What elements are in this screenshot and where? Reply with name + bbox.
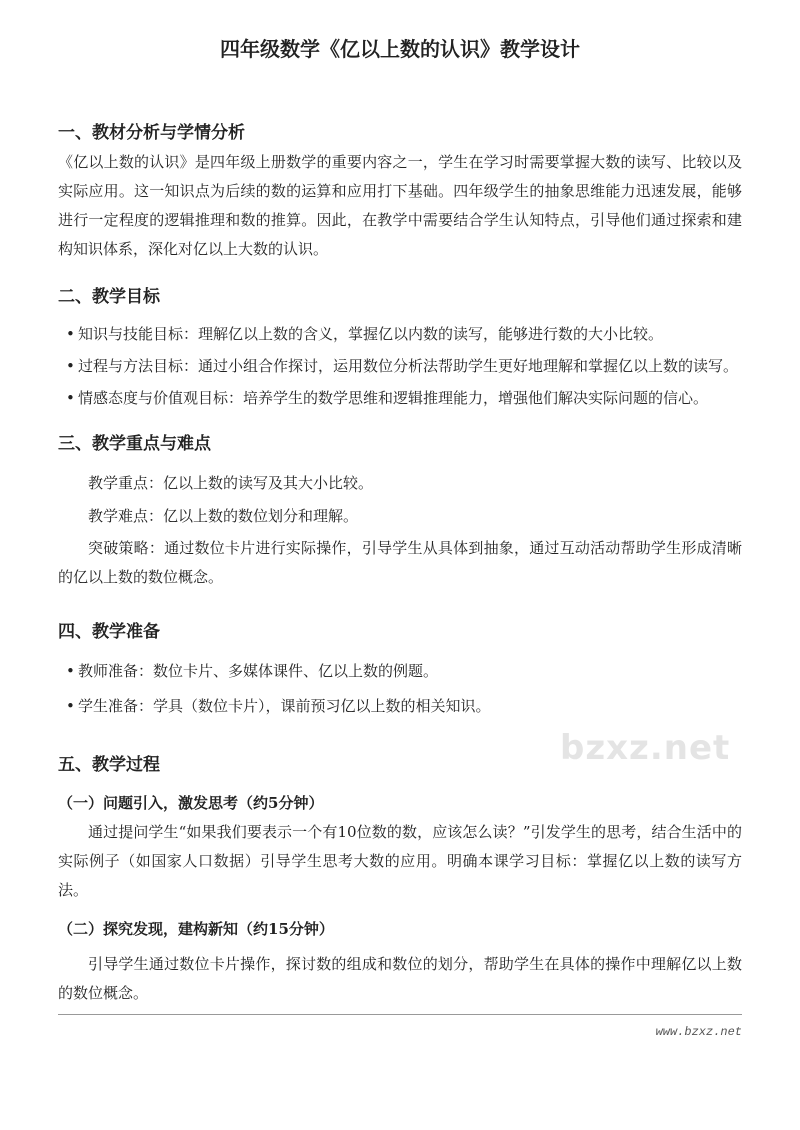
subsection-heading-2: （二）探究发现，建构新知（约15分钟）: [58, 920, 334, 938]
subsection-heading-1: （一）问题引入，激发思考（约5分钟）: [58, 794, 324, 812]
difficulty-point: 教学难点：亿以上数的数位划分和理解。: [88, 507, 359, 525]
section-1-paragraph: 《亿以上数的认识》是四年级上册数学的重要内容之一，学生在学习时需要掌握大数的读写、比较以及实际应用。这一知识点为后续的数的运算和应用打下基础。四年级学生的抽象思维能力迅速发展，能够进行一定程度的逻辑推理和数的推算。因此，在教学中需要结合学生认知特点，引导他们通过探索和建构知识体系，深化对亿以上大数的认识。: [58, 153, 742, 258]
preparation-list: [58, 657, 742, 721]
list-item: • 情感态度与价值观目标：培养学生的数学思维和逻辑推理能力，增强他们解决实际问题的信心。: [58, 384, 742, 413]
page-title: 四年级数学《亿以上数的认识》教学设计: [220, 37, 580, 61]
footer-divider: [58, 1014, 742, 1015]
section-heading-4: 四、教学准备: [58, 622, 160, 642]
section-heading-1: 一、教材分析与学情分析: [58, 123, 245, 143]
list-item: • 知识与技能目标：理解亿以上数的含义，掌握亿以内数的读写，能够进行数的大小比较。: [58, 320, 742, 349]
key-point: 教学重点：亿以上数的读写及其大小比较。: [88, 474, 374, 492]
list-item: • 过程与方法目标：通过小组合作探讨，运用数位分析法帮助学生更好地理解和掌握亿以上数的读写。: [58, 352, 742, 381]
section-heading-2: 二、教学目标: [58, 287, 160, 307]
objectives-list: [58, 320, 742, 413]
footer-url: www.bzxz.net: [655, 1025, 742, 1039]
subsection-1-paragraph: 通过提问学生“如果我们要表示一个有10位数的数，应该怎么读？”引发学生的思考，结合生活中的实际例子（如国家人口数据）引导学生思考大数的应用。明确本课学习目标：掌握亿以上数的读写方法。: [58, 823, 742, 899]
strategy-paragraph: 突破策略：通过数位卡片进行实际操作，引导学生从具体到抽象，通过互动活动帮助学生形成清晰的亿以上数的数位概念。: [58, 539, 742, 586]
watermark: bzxz.net: [560, 728, 731, 768]
section-heading-5: 五、教学过程: [58, 755, 160, 775]
list-item: • 学生准备：学具（数位卡片），课前预习亿以上数的相关知识。: [58, 692, 742, 721]
section-heading-3: 三、教学重点与难点: [58, 434, 211, 454]
list-item: • 教师准备：数位卡片、多媒体课件、亿以上数的例题。: [58, 657, 742, 686]
subsection-2-paragraph: 引导学生通过数位卡片操作，探讨数的组成和数位的划分，帮助学生在具体的操作中理解亿以上数的数位概念。: [58, 955, 742, 1002]
